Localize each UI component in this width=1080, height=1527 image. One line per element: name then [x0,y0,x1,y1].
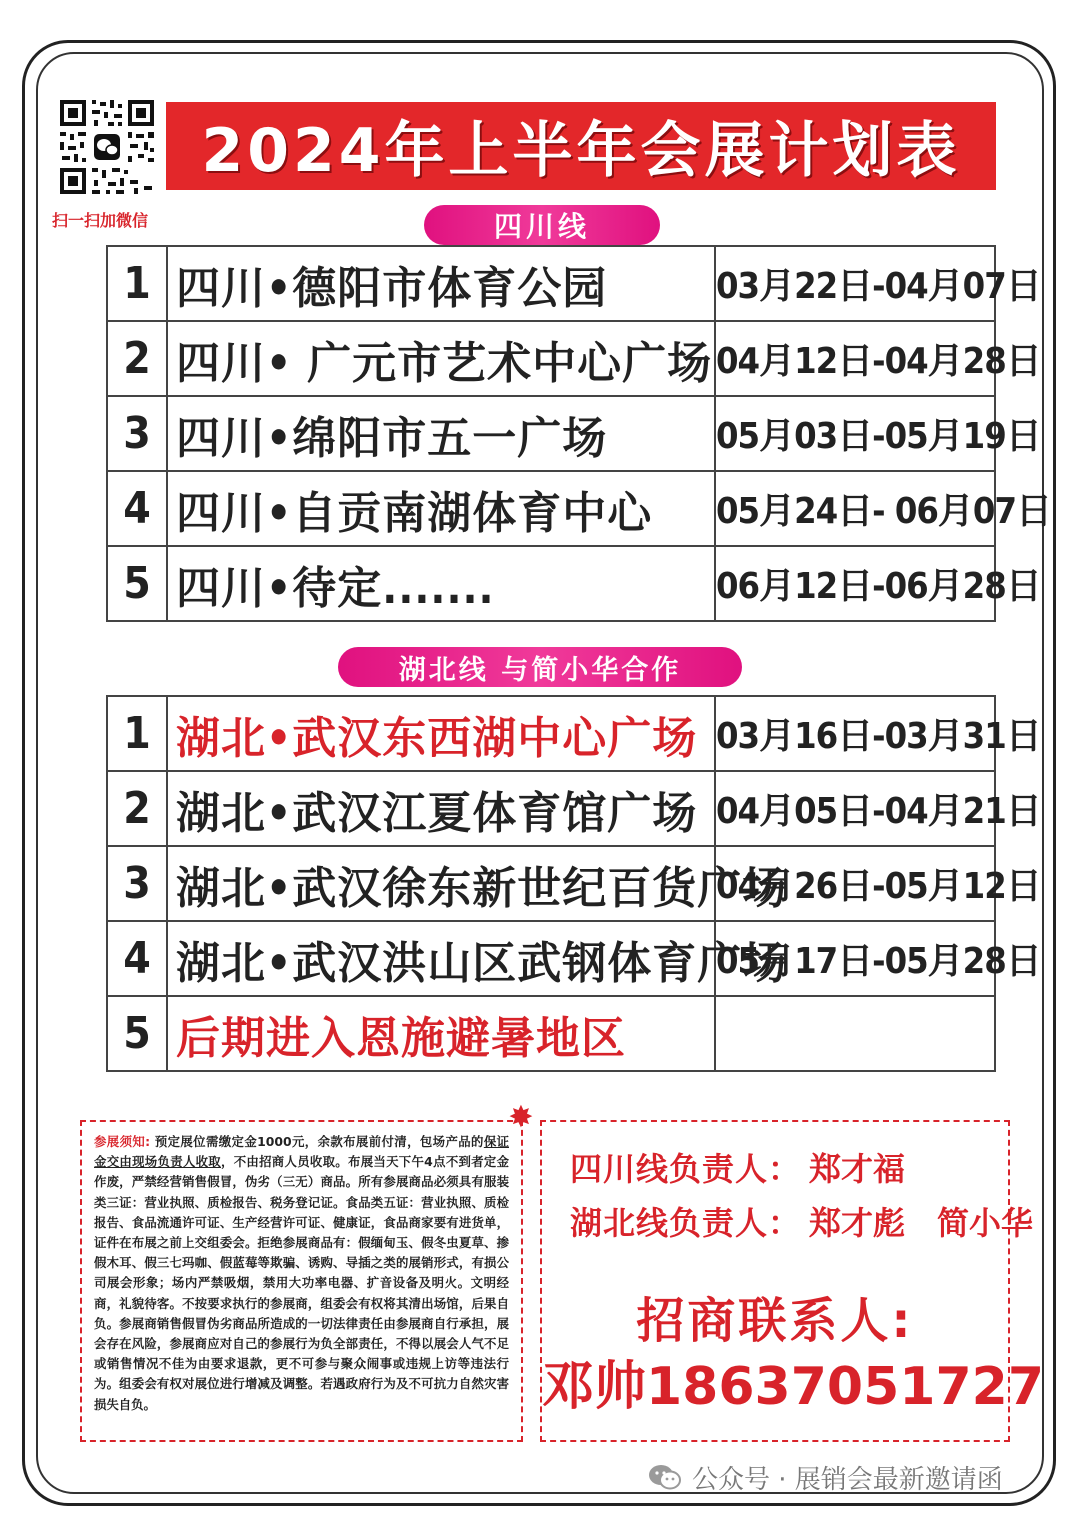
hubei-lead-line [570,1198,1033,1244]
date-range: 03月16日-03月31日 [715,696,995,771]
venue-name: 四川•德阳市体育公园 [167,246,715,321]
exhibitor-notice [80,1120,523,1442]
watermark-text: 公众号 · 展销会最新邀请函 [692,1464,1003,1495]
venue-name: 四川•自贡南湖体育中心 [167,471,715,546]
qr-caption: 扫一扫加微信 [52,211,149,230]
row-number: 1 [107,696,167,771]
wechat-icon [648,1463,682,1491]
table-row [107,546,995,621]
date-range: 04月05日-04月21日 [715,771,995,846]
venue-name: 湖北•武汉徐东新世纪百货广场 [167,846,715,921]
date-range: 04月26日-05月12日 [715,846,995,921]
venue-name-highlight: 湖北•武汉东西湖中心广场 [167,696,715,771]
date-range: 03月22日-04月07日 [715,246,995,321]
table-row [107,771,995,846]
row-number: 1 [107,246,167,321]
sichuan-lead-line [570,1144,905,1190]
notice-text: ，不由招商人员收取。布展当天下午4点不到者定金作废，严禁经营销售假冒，伪劣（三无）商品。所有参展商品必须具有服装类三证：营业执照、质检报告、税务登记证。食品类五证：营业执照、质检报告、食品流通许可证、生产经营许可证、健康证，食品商家要有进货单，证件在布展之前上交组委会。拒绝参展商品有：假缅甸玉、假冬虫夏草、掺假木耳、假三七玛咖、假蓝莓等欺骗、诱购、导插之类的展销形式，有损公司展会形象；场内严禁吸烟，禁用大功率电器、扩音设备及明火。文明经商，礼貌待客。不按要求执行的参展商，组委会有权将其清出场馆，后果自负。参展商销售假冒伪劣商品所造成的一切法律责任由参展商自行承担，展会存在风险，参展商应对自己的参展行为负全部责任，不得以展会人气不足或销售情况不佳为由要求退款，更不可参与聚众闹事或违规上访等违法行为。组委会有权对展位进行增减及调整。若遇政府行为及不可抗力自然灾害损失自负。 [94,1154,510,1412]
row-number: 3 [107,846,167,921]
venue-name: 湖北•武汉江夏体育馆广场 [167,771,715,846]
contact-box [540,1120,1044,1442]
date-range: 04月12日-04月28日 [715,321,995,396]
table-row [107,921,995,996]
recruit-title: 招商联系人: [636,1293,914,1349]
sichuan-schedule-table [106,245,1051,622]
table-row [107,246,995,321]
wechat-watermark [648,1462,1003,1495]
qr-code-icon [58,98,156,196]
table-row [107,996,995,1071]
venue-name: 四川•待定....... [167,546,715,621]
hubei-line-label: 湖北线 与简小华合作 [338,647,742,687]
date-range: 05月24日- 06月07日 [715,471,995,546]
venue-name-highlight: 后期进入恩施避暑地区 [167,996,715,1071]
notice-text: 预定展位需缴定金1000元，余款布展前付清，包场产品的 [154,1134,484,1149]
row-number: 4 [107,471,167,546]
date-range: 06月12日-06月28日 [715,546,995,621]
hubei-lead-name: 郑才彪 简小华 [809,1204,1034,1242]
row-number: 4 [107,921,167,996]
hubei-schedule-table [106,695,1041,1072]
table-row [107,846,995,921]
page-title: 2024年上半年会展计划表 [166,102,996,190]
venue-name: 四川• 广元市艺术中心广场 [167,321,715,396]
hubei-lead-label: 湖北线负责人： [570,1204,802,1242]
row-number: 2 [107,771,167,846]
row-number: 5 [107,996,167,1071]
sichuan-lead-name: 郑才福 [809,1150,906,1188]
table-row [107,321,995,396]
date-range [715,996,995,1071]
wechat-qr-code [58,98,156,196]
row-number: 5 [107,546,167,621]
venue-name: 四川•绵阳市五一广场 [167,396,715,471]
sichuan-lead-label: 四川线负责人： [570,1150,802,1188]
table-row [107,471,995,546]
recruit-phone: 邓帅18637051727 [542,1357,1044,1417]
row-number: 3 [107,396,167,471]
row-number: 2 [107,321,167,396]
table-row [107,696,995,771]
date-range: 05月03日-05月19日 [715,396,995,471]
notice-underlined: 保证金交由现场负责人收取 [94,1134,509,1170]
venue-name: 湖北•武汉洪山区武钢体育广场 [167,921,715,996]
table-row [107,396,995,471]
sichuan-line-label: 四川线 [424,205,660,245]
notice-lead: 参展须知: [94,1134,151,1149]
starburst-icon: ✸ [508,1100,534,1135]
date-range: 05月17日-05月28日 [715,921,995,996]
